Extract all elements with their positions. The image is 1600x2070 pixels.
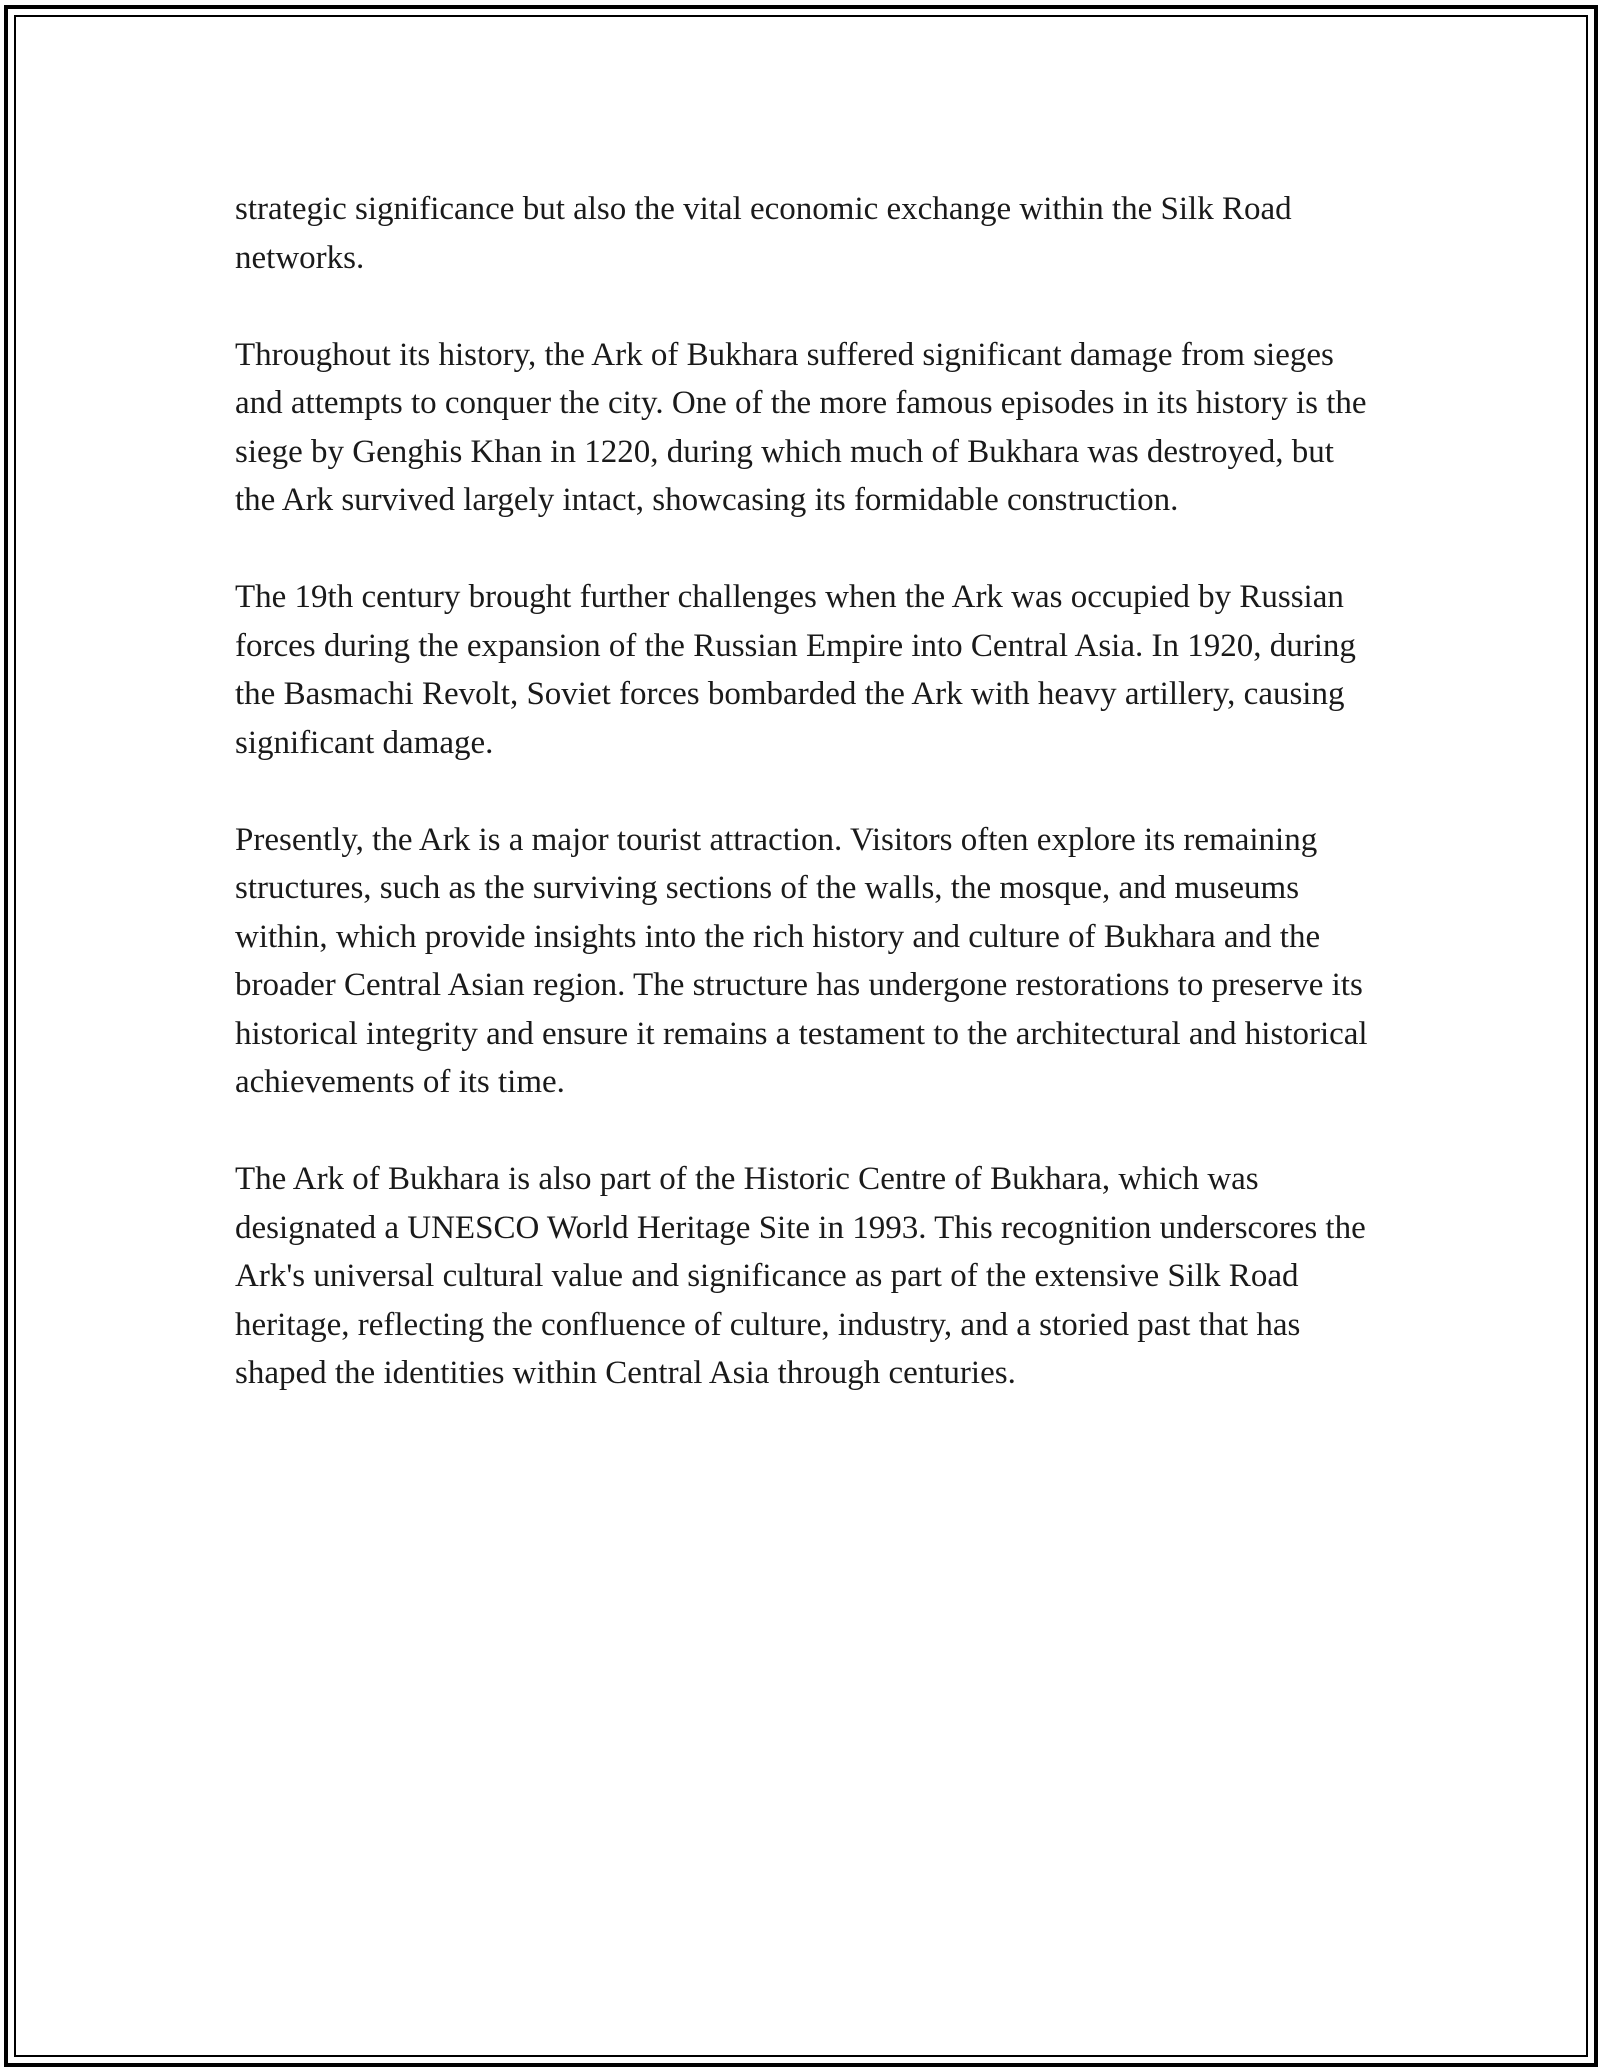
paragraph-tourist-attraction: Presently, the Ark is a major tourist attraction. Visitors often explore its remaining structures, such as the surviving sections of the walls, the mosque, and museums within, which provide insights into the rich history and culture of Bukhara and the broader Central Asian region. The structure has undergone restorations to preserve its historical integrity and ensure it remains a testament to the architectural and historical achievements of its time. <box>235 821 1368 1100</box>
document-body <box>235 185 1370 1446</box>
paragraph-sieges-history: Throughout its history, the Ark of Bukhara suffered significant damage from sieges and attempts to conquer the city. One of the more famous episodes in its history is the siege by Genghis Khan in 1220, during which much of Bukhara was destroyed, but the Ark survived largely intact, showcasing its formidable construction. <box>235 336 1367 518</box>
paragraph-19th-century: The 19th century brought further challenges when the Ark was occupied by Russian forces during the expansion of the Russian Empire into Central Asia. In 1920, during the Basmachi Revolt, Soviet forces bombarded the Ark with heavy artillery, causing significant damage. <box>235 579 1356 761</box>
paragraph-silk-road-significance: strategic significance but also the vital economic exchange within the Silk Road networks. <box>235 191 1292 276</box>
paragraph-unesco-heritage: The Ark of Bukhara is also part of the Historic Centre of Bukhara, which was designated a UNESCO World Heritage Site in 1993. This recognition underscores the Ark's universal cultural value and significance as part of the extensive Silk Road heritage, reflecting the confluence of culture, industry, and a storied past that has shaped the identities within Central Asia through centuries. <box>235 1161 1366 1391</box>
